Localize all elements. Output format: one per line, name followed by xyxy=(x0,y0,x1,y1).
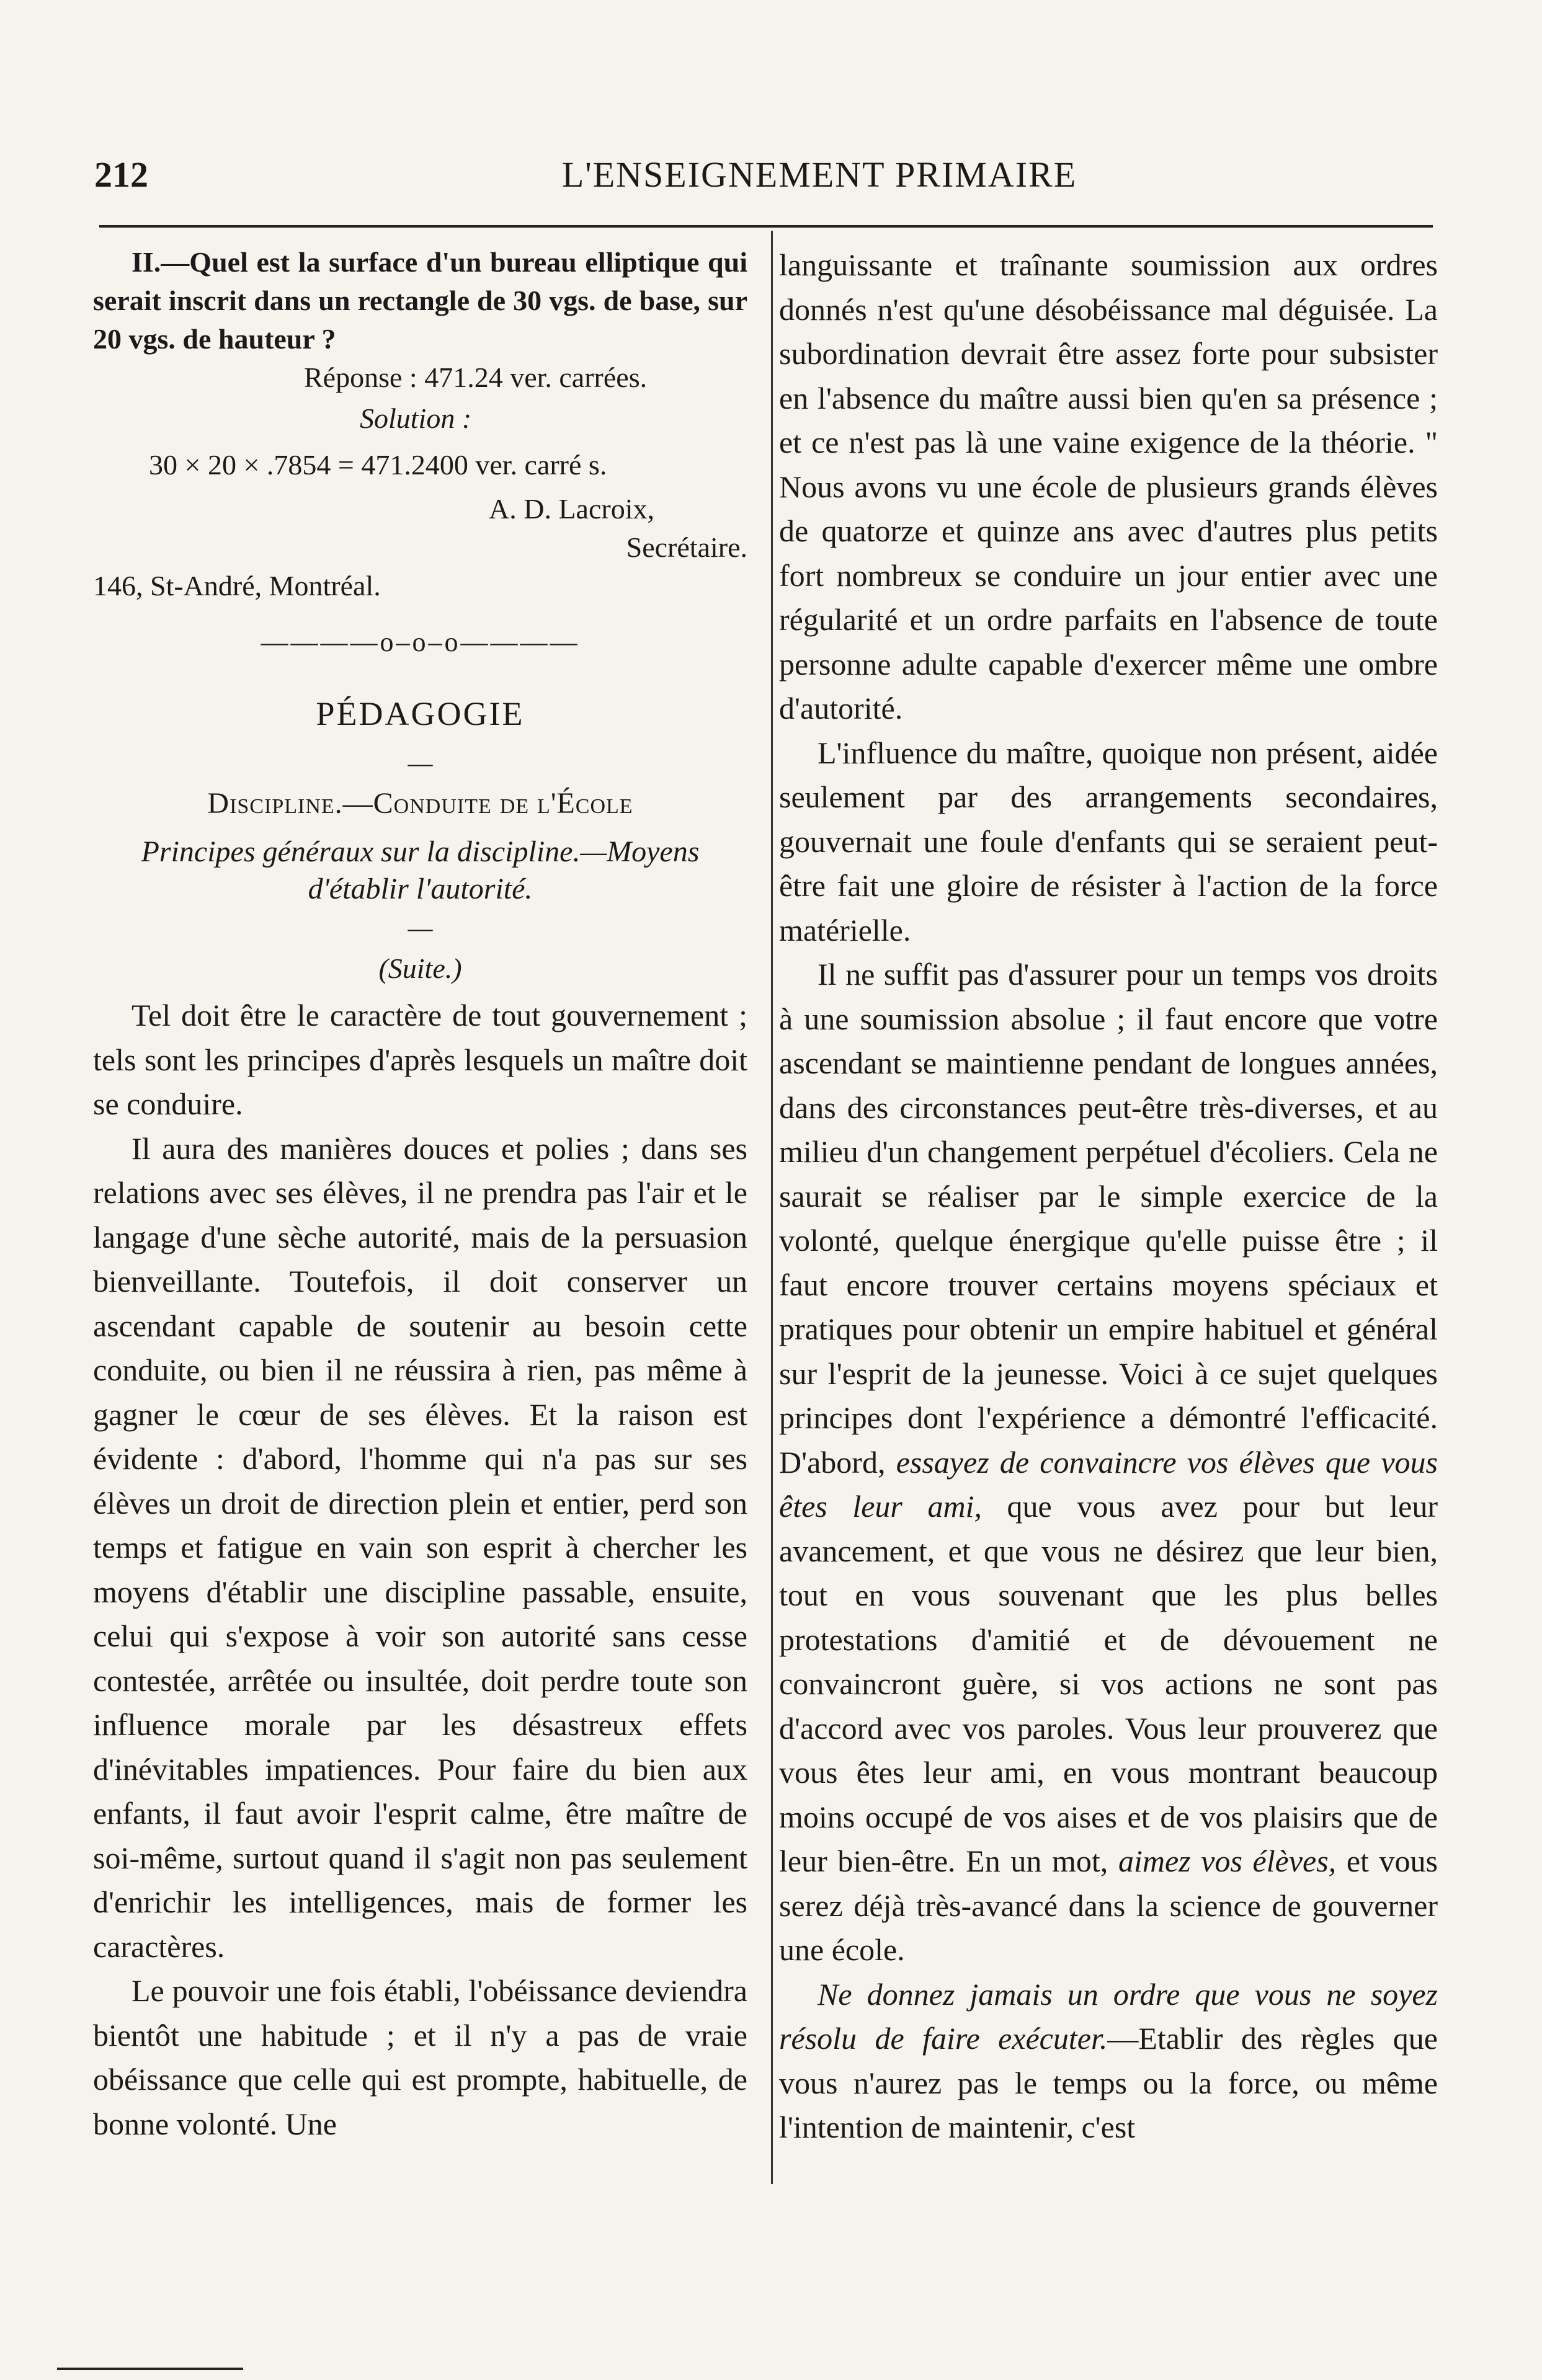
section-ornament: ————o–o–o———— xyxy=(261,627,580,657)
section-title: PÉDAGOGIE xyxy=(316,695,525,732)
principles-heading: Principes généraux sur la discipline.—Moyens d'établir l'autorité. xyxy=(141,835,700,905)
paragraph xyxy=(779,952,1438,1973)
separator-dash: — xyxy=(408,914,433,942)
solution-label: Solution : xyxy=(360,402,472,434)
separator-dash: — xyxy=(408,749,433,777)
paragraph: Tel doit être le caractère de tout gouvernement ; tels sont les principes d'après lesquels un maître doit se conduire. xyxy=(93,998,747,1121)
answer-text: Réponse : 471.24 ver. carrées. xyxy=(304,362,648,393)
paragraph: Le pouvoir une fois établi, l'obéissance deviendra bientôt une habitude ; et il n'y a pas de vraie obéissance que celle qui est prompte, habituelle, de bonne volonté. Une xyxy=(93,1973,747,2141)
solution-formula: 30 × 20 × .7854 = 471.2400 ver. carré s. xyxy=(149,449,607,481)
page-number: 212 xyxy=(94,154,148,195)
paragraph: languissante et traînante soumission aux ordres donnés n'est qu'une désobéissance mal déguisée. La subordination devrait être assez forte pour subsister en l'absence du maître aussi bien qu'en sa présence ; et ce n'est pas là une vaine exigence de la théorie. " Nous avons vu une école de plusieurs grands élèves de quatorze et quinze ans avec d'autres plus petits fort nombreux se conduire un jour entier avec une régularité et un ordre parfaits en l'absence de toute personne adulte capable d'exercer même une ombre d'autorité. xyxy=(779,247,1438,726)
emphasis-text: Ne donnez jamais un ordre que vous ne soyez résolu de faire exécuter. xyxy=(779,1976,1438,2056)
paragraph: L'influence du maître, quoique non présent, aidée seulement par des arrangements secondaires, gouvernait une foule d'enfants qui se seraient peut-être fait une gloire de résister à l'action de la force matérielle. xyxy=(779,735,1438,948)
footer-rule xyxy=(57,2368,243,2370)
signer-address: 146, St-André, Montréal. xyxy=(93,570,381,602)
signer-name: A. D. Lacroix, xyxy=(489,493,654,525)
paragraph xyxy=(779,1973,1438,2150)
left-column xyxy=(93,243,747,2146)
signer-role: Secrétaire. xyxy=(626,531,747,563)
right-column xyxy=(779,243,1438,2150)
running-title: L'ENSEIGNEMENT PRIMAIRE xyxy=(561,154,1077,195)
problem-text: II.—Quel est la surface d'un bureau elliptique qui serait inscrit dans un rectangle de 30 vgs. de base, sur 20 vgs. de hauteur ? xyxy=(93,246,747,355)
column-divider xyxy=(771,231,773,2184)
paragraph: Il aura des manières douces et polies ; dans ses relations avec ses élèves, il ne prendra pas l'air et le langage d'une sèche autorité, mais de la persuasion bienveillante. Toutefois, il doit conserver un ascendant capable de soutenir au besoin cette conduite, ou bien il ne réussira à rien, pas même à gagner le cœur de ses élèves. Et la raison est évidente : d'abord, l'homme qui n'a pas sur ses élèves un droit de direction plein et entier, perd son temps et fatigue en vain son esprit à chercher les moyens d'établir une discipline passable, ensuite, celui qui s'expose à voir son autorité sans cesse contestée, arrêtée ou insultée, doit perdre toute son influence morale par les désastreux effets d'inévitables impatiences. Pour faire du bien aux enfants, il faut avoir l'esprit calme, être maître de soi-même, surtout quand il s'agit non pas seulement d'enrichir les intelligences, mais de former les caractères. xyxy=(93,1130,747,1964)
page-header xyxy=(94,154,1439,203)
text-run: que vous avez pour but leur avancement, et que vous ne désirez que leur bien, tout en vous souvenant que les plus belles protestations d'amitié et de dévouement ne convaincront guère, si vos actions ne sont pas d'accord avec vos paroles. Vous leur prouverez que vous êtes leur ami, en vous montrant beaucoup moins occupé de vos aises et de vos plaisirs que de leur bien-être. En un mot, xyxy=(779,1489,1438,1878)
text-run: et vous serez déjà très-avancé dans la science de gouverner une école. xyxy=(779,1844,1438,1967)
section-subtitle: Discipline.—Conduite de l'École xyxy=(207,787,633,820)
text-run: Il ne suffit pas d'assurer pour un temps vos droits à une soumission absolue ; il faut encore que votre ascendant se maintienne pendant de longues années, dans des circonstances peut-être très-diverses, et au milieu d'un changement perpétuel d'écoliers. Cela ne saurait se réaliser par le simple exercice de la volonté, quelque énergique qu'elle puisse être ; il faut encore trouver certains moyens spéciaux et pratiques pour obtenir un empire habituel et général sur l'esprit de la jeunesse. Voici à ce sujet quelques principes dont l'expérience a démontré l'efficacité. D'abord, xyxy=(779,957,1438,1480)
emphasis-text: essayez de convaincre vos élèves que vous êtes leur ami, xyxy=(779,1444,1438,1524)
text-run: —Etablir des règles que vous n'aurez pas le temps ou la force, ou même l'intention de maintenir, c'est xyxy=(779,2021,1438,2144)
header-rule xyxy=(99,225,1433,228)
continued-label: (Suite.) xyxy=(378,952,462,984)
emphasis-text: aimez vos élèves, xyxy=(1118,1844,1337,1878)
